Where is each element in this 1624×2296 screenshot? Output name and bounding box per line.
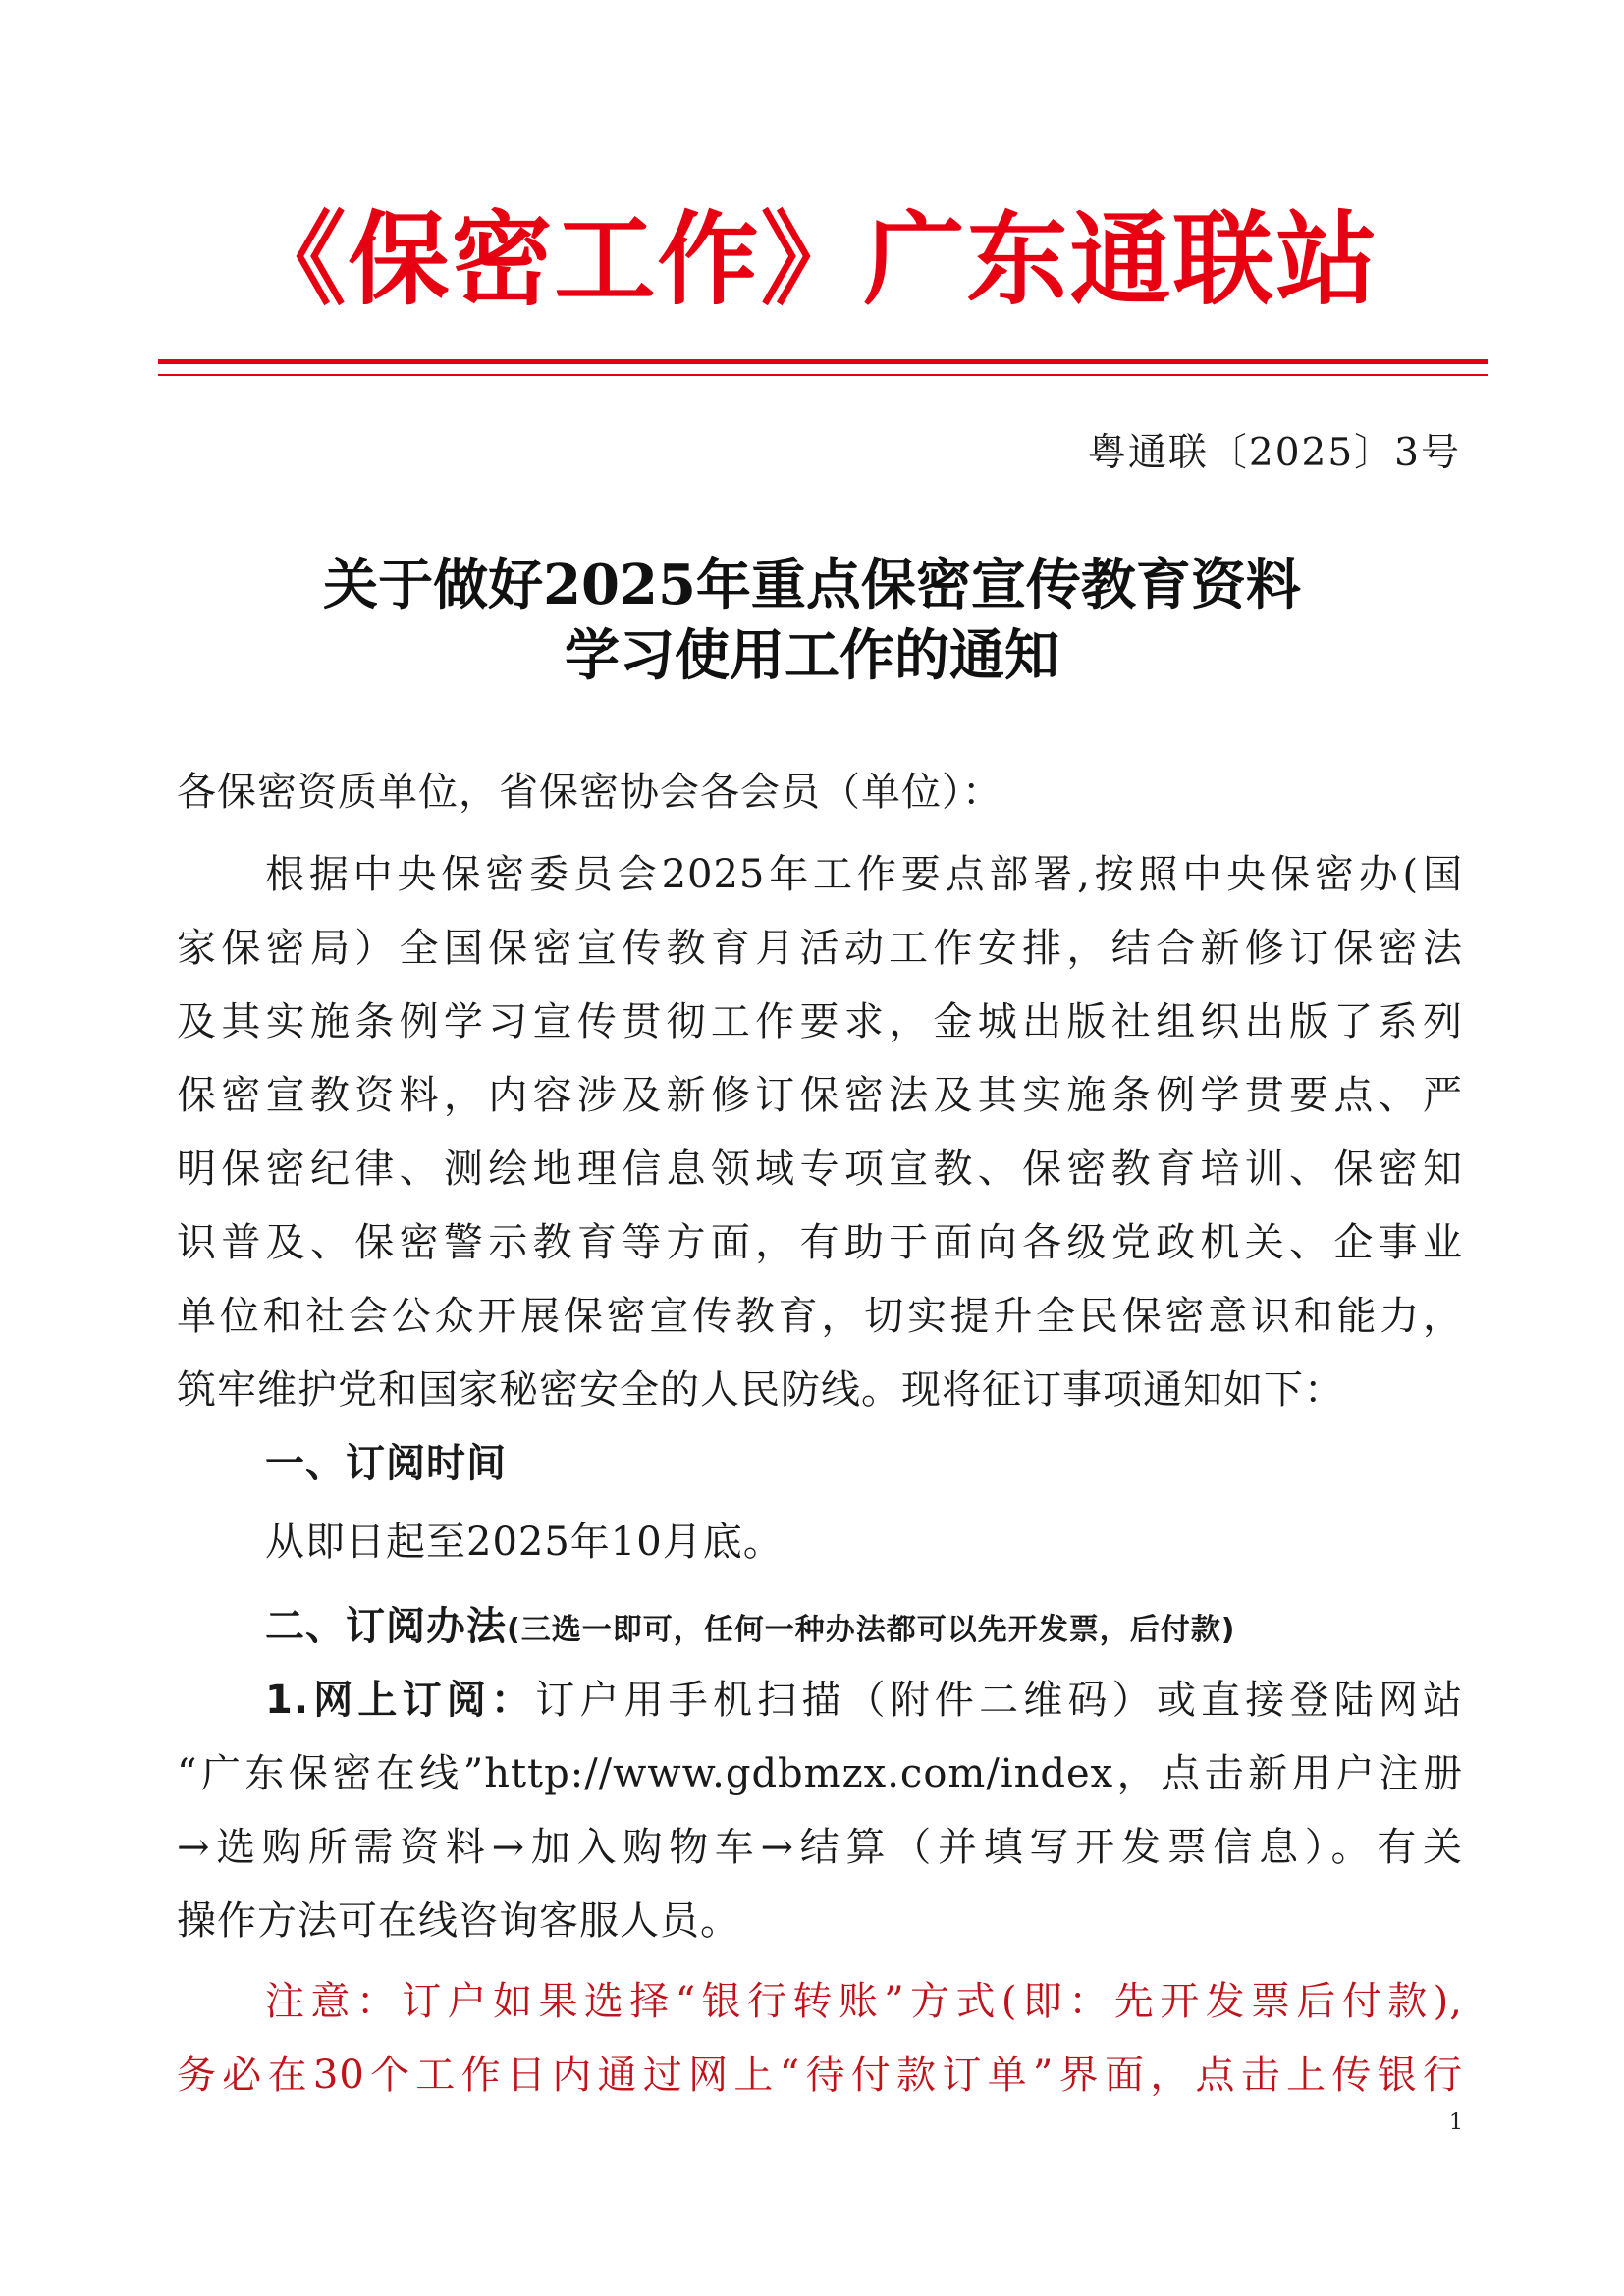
notice-line: 务必在30个工作日内通过网上“待付款订单”界面，点击上传银行	[177, 2053, 1463, 2098]
item-1-lead: 1.网上订阅：	[265, 1678, 536, 1723]
item-1-line	[265, 1664, 1463, 1737]
salutation: 各保密资质单位，省保密协会各会员（单位）：	[177, 770, 1002, 815]
notice-line: 注意：订户如果选择“银行转账”方式(即：先开发票后付款),	[265, 1979, 1463, 2024]
masthead: 《保密工作》广东通联站	[244, 200, 1380, 319]
document-title-line-1: 关于做好2025年重点保密宣传教育资料	[323, 553, 1301, 617]
page-number: 1	[1449, 2110, 1463, 2135]
intro-line: 保密宣教资料，内容涉及新修订保密法及其实施条例学贯要点、严	[177, 1073, 1463, 1118]
section-1-heading: 一、订阅时间	[265, 1441, 507, 1486]
intro-line: 及其实施条例学习宣传贯彻工作要求，金城出版社组织出版了系列	[177, 999, 1463, 1044]
item-1-line	[177, 1737, 1463, 1811]
intro-line: 筑牢维护党和国家秘密安全的人民防线。现将征订事项通知如下：	[177, 1367, 1344, 1413]
item-1-text: 订户用手机扫描（附件二维码）或直接登陆网站	[535, 1678, 1464, 1723]
intro-line: 明保密纪律、测绘地理信息领域专项宣教、保密教育培训、保密知	[177, 1147, 1463, 1192]
item-1-line: 操作方法可在线咨询客服人员。	[177, 1898, 740, 1944]
document-title-line-2: 学习使用工作的通知	[565, 623, 1059, 688]
section-2-heading-line	[265, 1590, 1235, 1664]
masthead-rule-thick	[158, 359, 1488, 364]
item-1-line: →选购所需资料→加入购物车→结算（并填写开发票信息）。有关	[177, 1825, 1463, 1870]
document-number: 粤通联〔2025〕3号	[1087, 431, 1461, 475]
masthead-rule-thin	[158, 374, 1488, 376]
intro-line: 识普及、保密警示教育等方面，有助于面向各级党政机关、企事业	[177, 1220, 1463, 1265]
section-2-note: (三选一即可，任何一种办法都可以先开发票，后付款)	[507, 1613, 1236, 1647]
section-1-text: 从即日起至2025年10月底。	[265, 1520, 784, 1565]
item-1-text: “广东保密在线”http://www.gdbmzx.com/index，点击新用户注册	[177, 1751, 1463, 1796]
intro-line: 家保密局）全国保密宣传教育月活动工作安排，结合新修订保密法	[177, 926, 1463, 971]
intro-line: 单位和社会公众开展保密宣传教育，切实提升全民保密意识和能力，	[177, 1294, 1463, 1339]
section-2-heading: 二、订阅办法	[265, 1604, 507, 1649]
intro-line: 根据中央保密委员会2025年工作要点部署,按照中央保密办(国	[265, 852, 1463, 897]
